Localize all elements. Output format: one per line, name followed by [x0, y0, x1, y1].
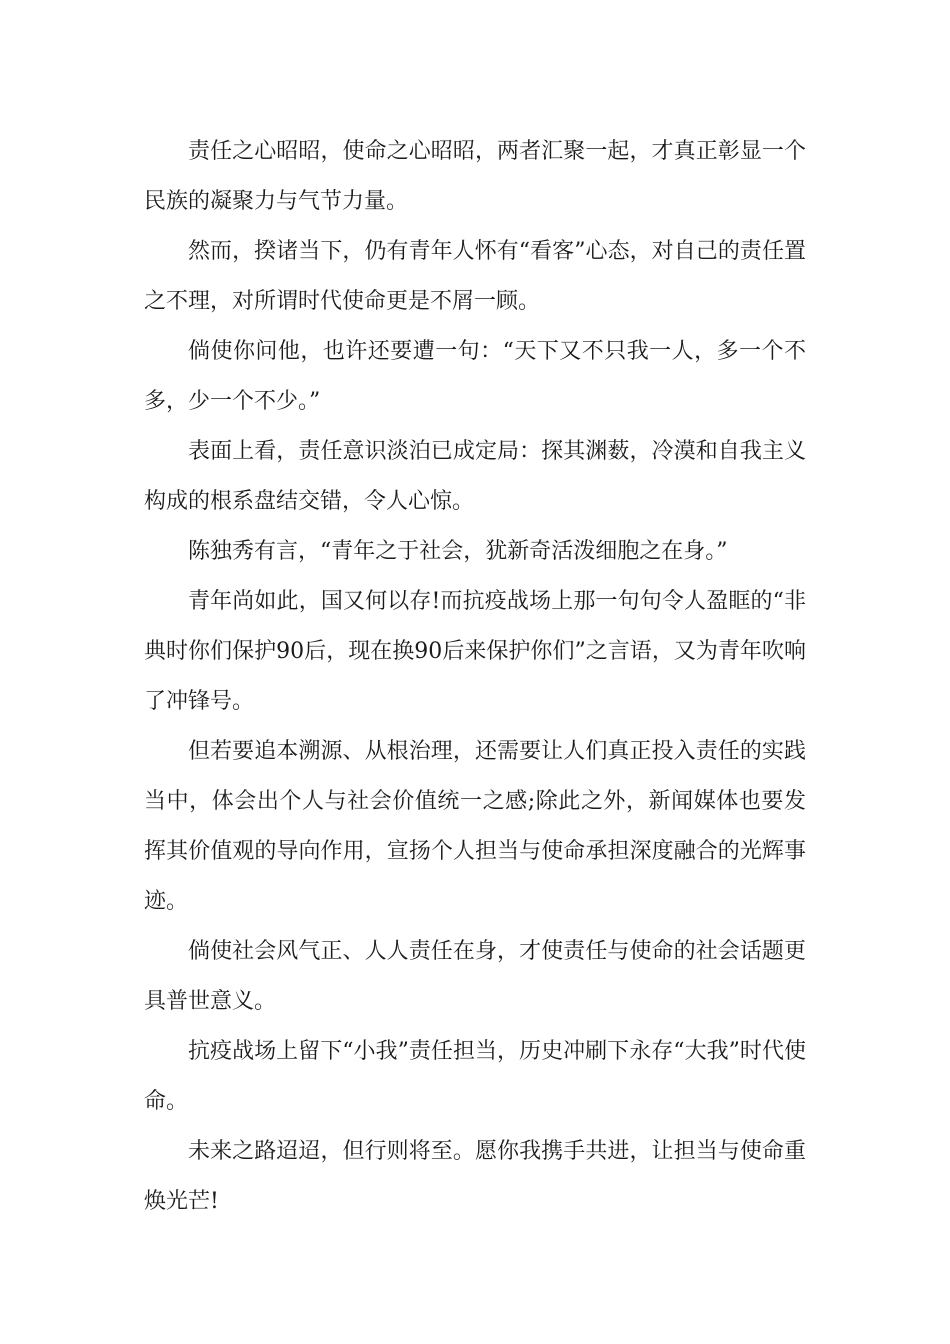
paragraph-7: 但若要追本溯源、从根治理，还需要让人们真正投入责任的实践当中，体会出个人与社会价值统一之感;除此之外，新闻媒体也要发挥其价值观的导向作用，宣扬个人担当与使命承担深度融合的光辉事迹。 [144, 739, 806, 914]
paragraph-6: 青年尚如此，国又何以存!而抗疫战场上那一句句令人盈眶的“非典时你们保护90后，现在换90后来保护你们”之言语，又为青年吹响了冲锋号。 [144, 589, 806, 714]
paragraph-1: 责任之心昭昭，使命之心昭昭，两者汇聚一起，才真正彰显一个民族的凝聚力与气节力量。 [144, 139, 806, 214]
paragraph-9: 抗疫战场上留下“小我”责任担当，历史冲刷下永存“大我”时代使命。 [144, 1039, 806, 1114]
document-body [144, 127, 806, 1227]
paragraph-8: 倘使社会风气正、人人责任在身，才使责任与使命的社会话题更具普世意义。 [144, 939, 806, 1014]
paragraph-4: 表面上看，责任意识淡泊已成定局：探其渊薮，冷漠和自我主义构成的根系盘结交错，令人心惊。 [144, 439, 806, 514]
paragraph-5: 陈独秀有言，“青年之于社会，犹新奇活泼细胞之在身。” [188, 539, 728, 564]
paragraph-3: 倘使你问他，也许还要遭一句：“天下又不只我一人，多一个不多，少一个不少。” [144, 339, 806, 414]
paragraph-2: 然而，揆诸当下，仍有青年人怀有“看客”心态，对自己的责任置之不理，对所谓时代使命更是不屑一顾。 [144, 239, 806, 314]
paragraph-10: 未来之路迢迢，但行则将至。愿你我携手共进，让担当与使命重焕光芒! [144, 1139, 806, 1214]
